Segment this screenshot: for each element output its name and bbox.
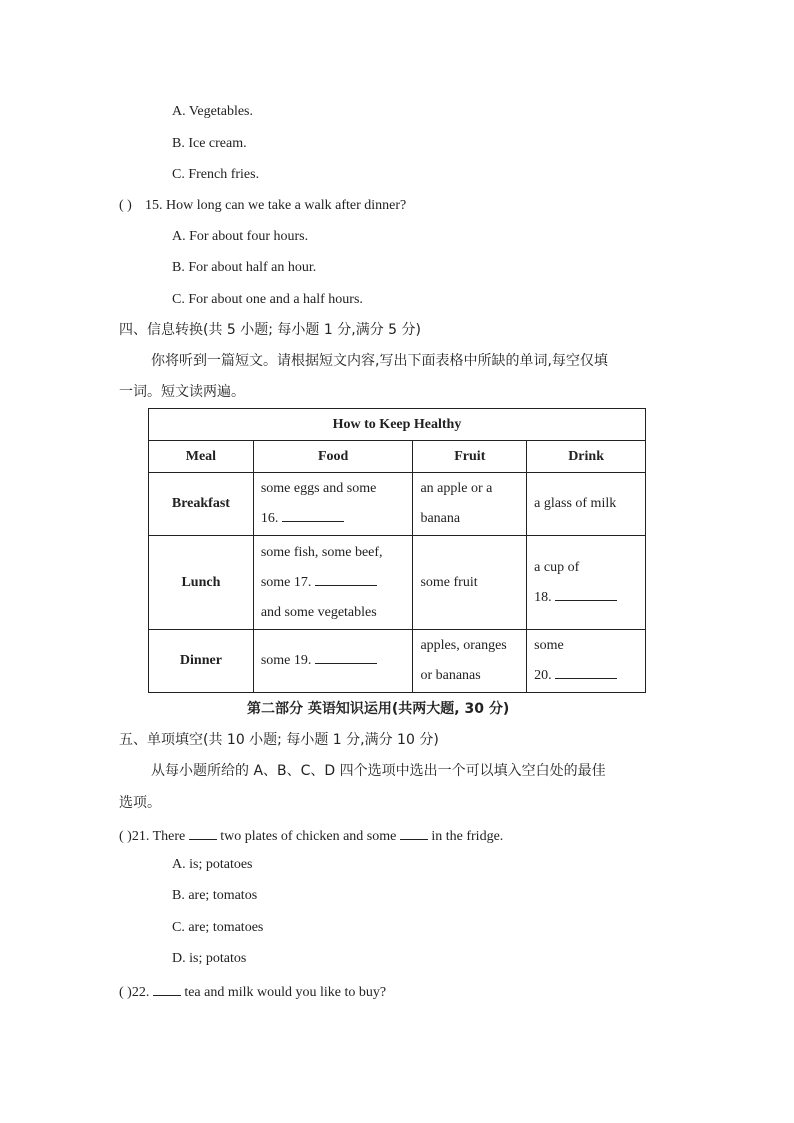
dinner-drink-line1: some [534,638,564,653]
header-drink: Drink [527,441,646,473]
meal-breakfast: Breakfast [149,473,254,536]
meal-lunch: Lunch [149,536,254,630]
q15-option-c: C. For about one and a half hours. [172,292,363,307]
blank-18[interactable] [555,587,617,601]
q21-part3: in the fridge. [431,829,504,844]
q15-paren: ( ) [119,198,132,213]
q21-row [119,827,503,844]
q21-option-c: C. are; tomatoes [172,920,264,935]
q22-row [119,983,386,1000]
lunch-food-line3: and some vegetables [260,604,377,620]
q21-blank-2[interactable] [400,827,428,840]
lunch-fruit: some fruit [413,536,527,630]
breakfast-drink: a glass of milk [527,473,646,536]
q14-option-b: B. Ice cream. [172,136,247,151]
section5-instruction-line1: 从每小题所给的 A、B、C、D 四个选项中选出一个可以填入空白处的最佳 [151,763,606,779]
part2-heading: 第二部分 英语知识运用(共两大题, 30 分) [247,701,510,717]
meal-dinner: Dinner [149,630,254,693]
blank-16[interactable] [282,508,344,522]
dinner-food [253,630,413,693]
lunch-drink-line1: a cup of [534,559,580,575]
q21-paren: ( ) [119,829,132,844]
breakfast-food-line2: 16. [260,511,279,526]
dinner-fruit-line2: or bananas [420,668,481,683]
dinner-food-line1: some 19. [260,653,312,668]
q22-paren: ( ) [119,985,132,1000]
q21-number: 21. [131,829,150,844]
table-row [149,630,646,693]
section4-instruction-line1: 你将听到一篇短文。请根据短文内容,写出下面表格中所缺的单词,每空仅填 [151,353,608,369]
lunch-food [253,536,413,630]
blank-20[interactable] [555,665,617,679]
lunch-food-line1: some fish, some beef, [260,544,383,560]
q15-option-b: B. For about half an hour. [172,260,317,275]
q22-number: 22. [131,985,150,1000]
q14-option-a: A. Vegetables. [172,104,253,119]
section5-instruction-line2: 选项。 [119,795,161,811]
q14-option-c: C. French fries. [172,167,260,182]
q15-stem: 15. How long can we take a walk after dinner? [145,198,407,213]
dinner-fruit [413,630,527,693]
breakfast-fruit-line2: banana [420,511,461,526]
breakfast-food-line1: some eggs and some [260,481,377,496]
table-row [149,536,646,630]
q21-option-a: A. is; potatoes [172,857,253,872]
lunch-food-line2: some 17. [260,574,312,590]
section4-instruction-line2: 一词。短文读两遍。 [119,384,245,400]
dinner-drink [527,630,646,693]
q15-option-a: A. For about four hours. [172,229,309,244]
header-meal: Meal [149,441,254,473]
q21-blank-1[interactable] [189,827,217,840]
header-food: Food [253,441,413,473]
q22-part1: tea and milk would you like to buy? [184,985,387,1000]
q21-part1: There [152,829,186,844]
section4-heading: 四、信息转换(共 5 小题; 每小题 1 分,满分 5 分) [119,322,421,338]
section5-heading: 五、单项填空(共 10 小题; 每小题 1 分,满分 10 分) [119,732,439,748]
table-row [149,473,646,536]
health-table [148,408,646,693]
blank-17[interactable] [315,572,377,586]
blank-19[interactable] [315,650,377,664]
breakfast-food [253,473,413,536]
lunch-drink-line2: 18. [534,589,552,605]
lunch-drink [527,536,646,630]
q21-option-b: B. are; tomatos [172,888,258,903]
q21-option-d: D. is; potatos [172,951,247,966]
breakfast-fruit-line1: an apple or a [420,481,493,496]
header-fruit: Fruit [413,441,527,473]
dinner-fruit-line1: apples, oranges [420,638,507,653]
q21-part2: two plates of chicken and some [220,829,397,844]
table-title: How to Keep Healthy [149,409,646,441]
breakfast-fruit [413,473,527,536]
q22-blank[interactable] [153,983,181,996]
dinner-drink-line2: 20. [534,668,552,683]
